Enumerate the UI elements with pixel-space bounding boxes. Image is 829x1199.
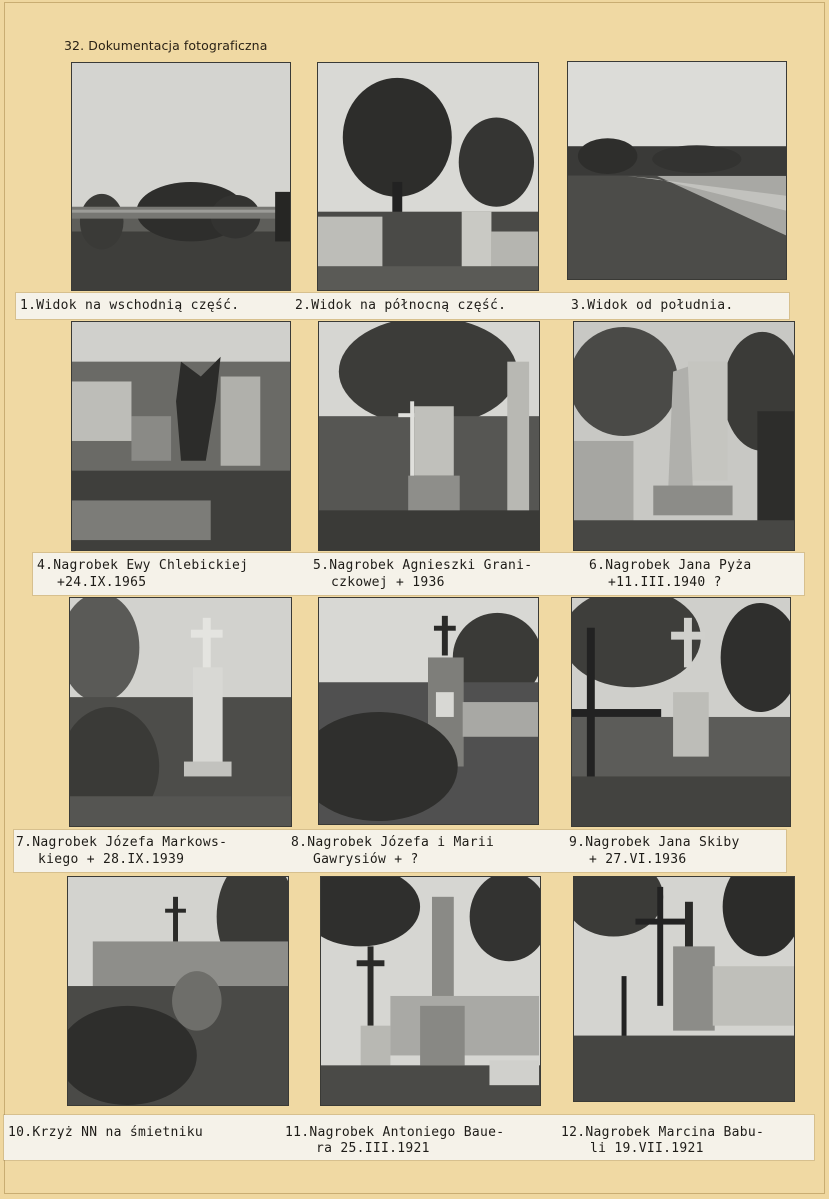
photo-10 [67, 876, 289, 1106]
photo-7 [69, 597, 292, 827]
photo-2-image [318, 63, 538, 290]
caption-12-line-2: li 19.VII.1921 [590, 1141, 704, 1156]
caption-7-line-2: kiego + 28.IX.1939 [38, 852, 185, 867]
caption-2: 2.Widok na północną część. [295, 298, 507, 313]
photo-9 [571, 597, 791, 827]
photo-4 [71, 321, 291, 551]
photo-12-image [574, 877, 794, 1101]
photo-9-image [572, 598, 790, 826]
photo-1 [71, 62, 291, 291]
caption-10-line-1: 10.Krzyż NN na śmietniku [8, 1125, 204, 1140]
photo-10-image [68, 877, 288, 1105]
caption-12-line-1: 12.Nagrobek Marcina Babu- [561, 1125, 765, 1140]
caption-5-line-1: 5.Nagrobek Agnieszki Grani- [313, 558, 533, 573]
caption-8-line-1: 8.Nagrobek Józefa i Marii [291, 835, 495, 850]
photo-8-image [319, 598, 538, 824]
caption-1: 1.Widok na wschodnią część. [20, 298, 240, 313]
caption-7-line-1: 7.Nagrobek Józefa Markows- [16, 835, 228, 850]
caption-11-line-1: 11.Nagrobek Antoniego Baue- [285, 1125, 505, 1140]
photo-1-image [72, 63, 290, 290]
photo-6 [573, 321, 795, 551]
caption-6-line-1: 6.Nagrobek Jana Pyża [589, 558, 752, 573]
caption-11-line-2: ra 25.III.1921 [316, 1141, 430, 1156]
caption-8-line-2: Gawrysiów + ? [313, 852, 419, 867]
caption-4-line-2: +24.IX.1965 [57, 575, 147, 590]
caption-5-line-2: czkowej + 1936 [331, 575, 445, 590]
photo-6-image [574, 322, 794, 550]
page-title: 32. Dokumentacja fotograficzna [64, 38, 268, 53]
photo-7-image [70, 598, 291, 826]
photo-5-image [319, 322, 539, 550]
photo-12 [573, 876, 795, 1102]
photo-3-image [568, 62, 786, 279]
photo-11-image [321, 877, 540, 1105]
photo-8 [318, 597, 539, 825]
photo-5 [318, 321, 540, 551]
caption-6-line-2: +11.III.1940 ? [608, 575, 722, 590]
caption-9-line-1: 9.Nagrobek Jana Skiby [569, 835, 740, 850]
caption-3: 3.Widok od południa. [571, 298, 734, 313]
caption-4-line-1: 4.Nagrobek Ewy Chlebickiej [37, 558, 249, 573]
photo-2 [317, 62, 539, 291]
photo-11 [320, 876, 541, 1106]
photo-3 [567, 61, 787, 280]
caption-9-line-2: + 27.VI.1936 [589, 852, 687, 867]
photo-4-image [72, 322, 290, 550]
